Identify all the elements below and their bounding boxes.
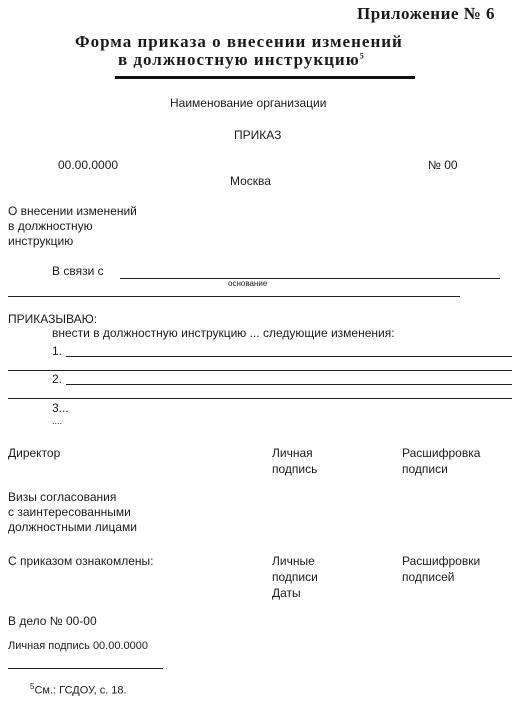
personal-signature-line-1: Личная — [272, 446, 313, 460]
visas-line-1: Визы согласования — [8, 490, 117, 504]
item-2-number: 2. — [52, 372, 63, 386]
order-word: ПРИКАЗЫВАЮ: — [8, 312, 98, 326]
organization-name: Наименование организации — [170, 96, 327, 110]
personal-signature-line-2: подпись — [272, 462, 318, 476]
form-title-line-2-text: в должностную инструкцию — [118, 50, 360, 69]
footnote-text: См.: ГСДОУ, с. 18. — [34, 684, 127, 697]
footnote-separator — [8, 668, 163, 669]
appendix-label: Приложение № 6 — [357, 4, 495, 23]
footnote-mark: 5 — [30, 682, 35, 691]
decodings-line-2: подписей — [402, 570, 455, 584]
decodings-line-1: Расшифровки — [402, 554, 481, 568]
director-label: Директор — [8, 446, 61, 460]
form-title-line-2 — [118, 50, 365, 70]
acquainted-label: С приказом ознакомлены: — [8, 554, 154, 568]
file-number: В дело № 00-00 — [8, 614, 97, 628]
reason-continuation-line — [8, 296, 460, 297]
item-2-continuation-line — [8, 398, 512, 399]
signatures-line-2: подписи — [272, 570, 318, 584]
title-underline — [115, 76, 415, 79]
signature-decoding-line-2: подписи — [402, 462, 448, 476]
title-footnote-mark: 5 — [359, 51, 365, 61]
subject-line-2: в должностную — [8, 219, 93, 233]
form-title-line-1: Форма приказа о внесении изменений — [75, 32, 403, 51]
order-date: 00.00.0000 — [58, 158, 119, 172]
reason-label: В связи с — [52, 264, 104, 278]
item-more: .... — [52, 416, 63, 426]
item-1-line — [66, 356, 512, 357]
item-1-continuation-line — [8, 370, 512, 371]
order-text: внести в должностную инструкцию ... следующие изменения: — [52, 326, 395, 340]
item-2-line — [66, 384, 512, 385]
signatures-line-3: Даты — [272, 586, 301, 600]
footnote — [30, 682, 127, 697]
subject-line-1: О внесении изменений — [8, 204, 137, 218]
file-signature: Личная подпись 00.00.0000 — [8, 640, 148, 652]
order-number: № 00 — [428, 158, 458, 172]
item-3-number: 3... — [52, 401, 69, 415]
visas-line-3: должностными лицами — [8, 520, 137, 534]
reason-field-line — [120, 278, 500, 279]
reason-caption: основание — [228, 279, 268, 288]
signatures-line-1: Личные — [272, 554, 315, 568]
item-1-number: 1. — [52, 344, 63, 358]
subject-line-3: инструкцию — [8, 234, 74, 248]
visas-line-2: с заинтересованными — [8, 505, 131, 519]
document-type: ПРИКАЗ — [234, 128, 282, 142]
signature-decoding-line-1: Расшифровка — [402, 446, 481, 460]
order-city: Москва — [230, 174, 271, 188]
